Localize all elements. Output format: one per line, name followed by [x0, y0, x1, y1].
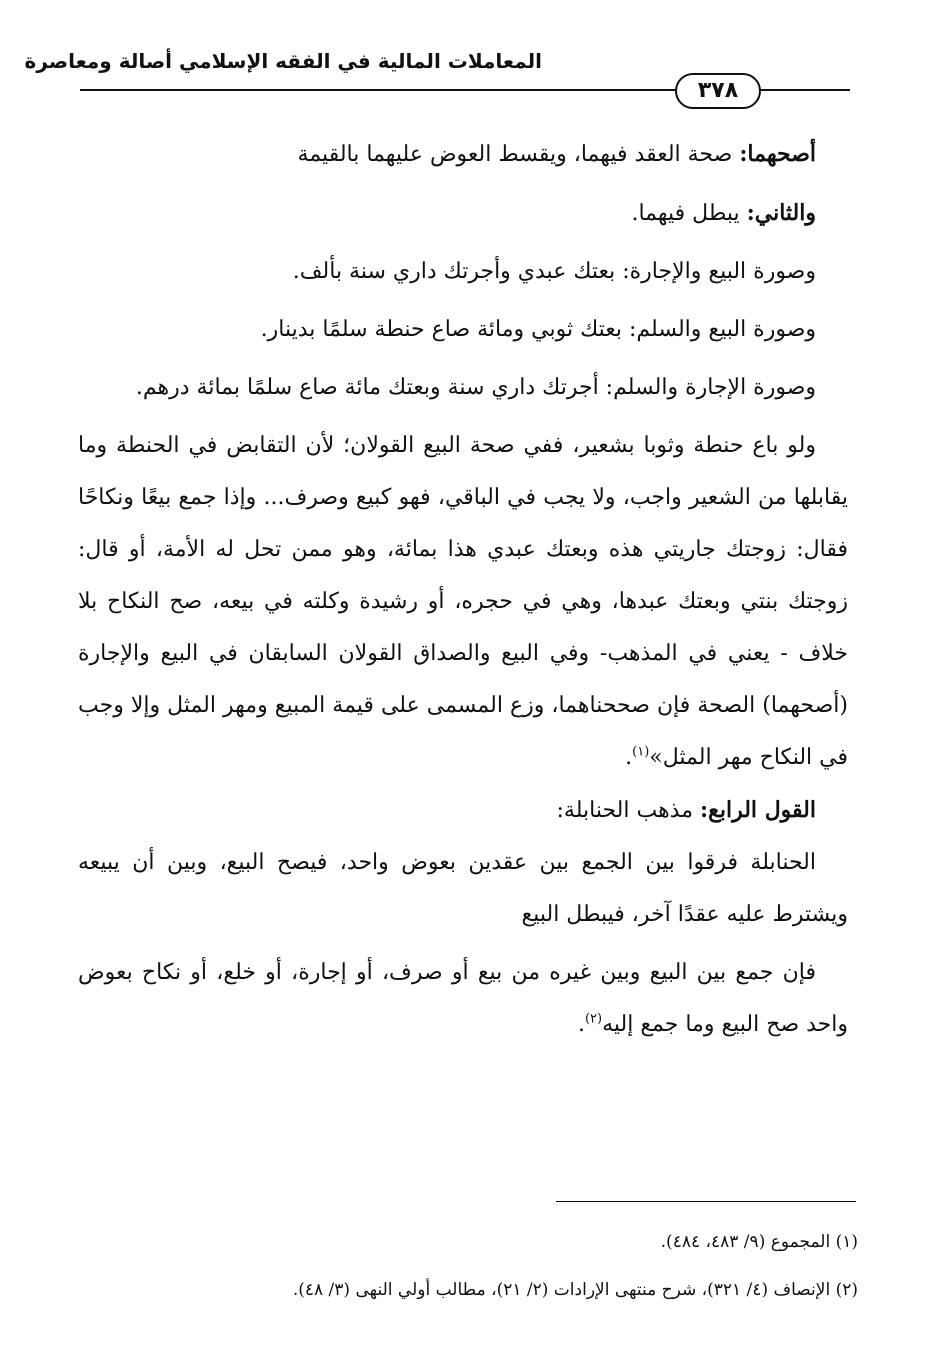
paragraph-6-end: . — [625, 745, 633, 770]
paragraph-9-text: فإن جمع بين البيع وبين غيره من بيع أو صرف، أو إجارة، أو خلع، أو نكاح بعوض واحد صح البيع وما جمع إليه — [78, 960, 848, 1037]
footnote-2: (٢) الإنصاف (٤/ ٣٢١)، شرح منتهى الإرادات (٢/ ٢١)، مطالب أولي النهى (٣/ ٤٨). — [292, 1280, 858, 1300]
paragraph-2 — [78, 187, 848, 240]
paragraph-9-end: . — [577, 1012, 585, 1037]
paragraph-1 — [78, 128, 848, 181]
paragraph-7-text: مذهب الحنابلة: — [556, 798, 701, 823]
paragraph-4: وصورة البيع والسلم: بعتك ثوبي ومائة صاع حنطة سلمًا بدينار. — [260, 317, 816, 342]
page-number: ٣٧٨ — [675, 73, 761, 109]
footnote-separator — [556, 1201, 856, 1202]
main-text — [78, 128, 848, 1051]
paragraph-5: وصورة الإجارة والسلم: أجرتك داري سنة وبعتك مائة صاع سلمًا بمائة درهم. — [135, 375, 816, 400]
running-header-title: المعاملات المالية في الفقه الإسلامي أصالة ومعاصرة — [24, 49, 542, 73]
paragraph-7-lead: القول الرابع: — [700, 797, 816, 823]
paragraph-2-text: يبطل فيهما. — [631, 201, 747, 226]
paragraph-1-lead: أصحهما: — [739, 141, 816, 167]
footnotes — [78, 1218, 858, 1314]
footnote-ref-1: (١) — [632, 744, 650, 760]
paragraph-6-text: ولو باع حنطة وثوبا بشعير، ففي صحة البيع القولان؛ لأن التقابض في الحنطة وما يقابلها من الشعير واجب، ولا يجب في الباقي، فهو كبيع وصرف... وإذا جمع بيعًا ونكاحًا فقال: زوجتك جاريتي هذه وبعتك عبدي هذا بمائة، وهو ممن تحل له الأمة، أو قال: زوجتك بنتي وبعتك عبدها، وهي في حجره، أو رشيدة وكلته في بيعه، صح النكاح بلا خلاف - يعني في المذهب- وفي البيع والصداق القولان السابقان في البيع والإجارة (أصحهما) الصحة فإن صححناهما، وزع المسمى على قيمة المبيع ومهر المثل وإلا وجب في النكاح مهر المثل» — [78, 433, 848, 770]
paragraph-1-text: صحة العقد فيهما، ويقسط العوض عليهما بالقيمة — [297, 142, 740, 167]
paragraph-2-lead: والثاني: — [746, 200, 816, 226]
paragraph-9 — [78, 947, 848, 1051]
paragraph-3: وصورة البيع والإجارة: بعتك عبدي وأجرتك داري سنة بألف. — [292, 259, 816, 284]
footnote-1: (١) المجموع (٩/ ٤٨٣، ٤٨٤). — [660, 1232, 858, 1252]
footnote-ref-2: (٢) — [584, 1011, 603, 1027]
paragraph-6 — [78, 420, 848, 784]
paragraph-8: الحنابلة فرقوا بين الجمع بين عقدين بعوض واحد، فيصح البيع، وبين أن يبيعه ويشترط عليه عقدًا آخر، فيبطل البيع — [78, 850, 848, 927]
paragraph-7 — [78, 784, 848, 837]
